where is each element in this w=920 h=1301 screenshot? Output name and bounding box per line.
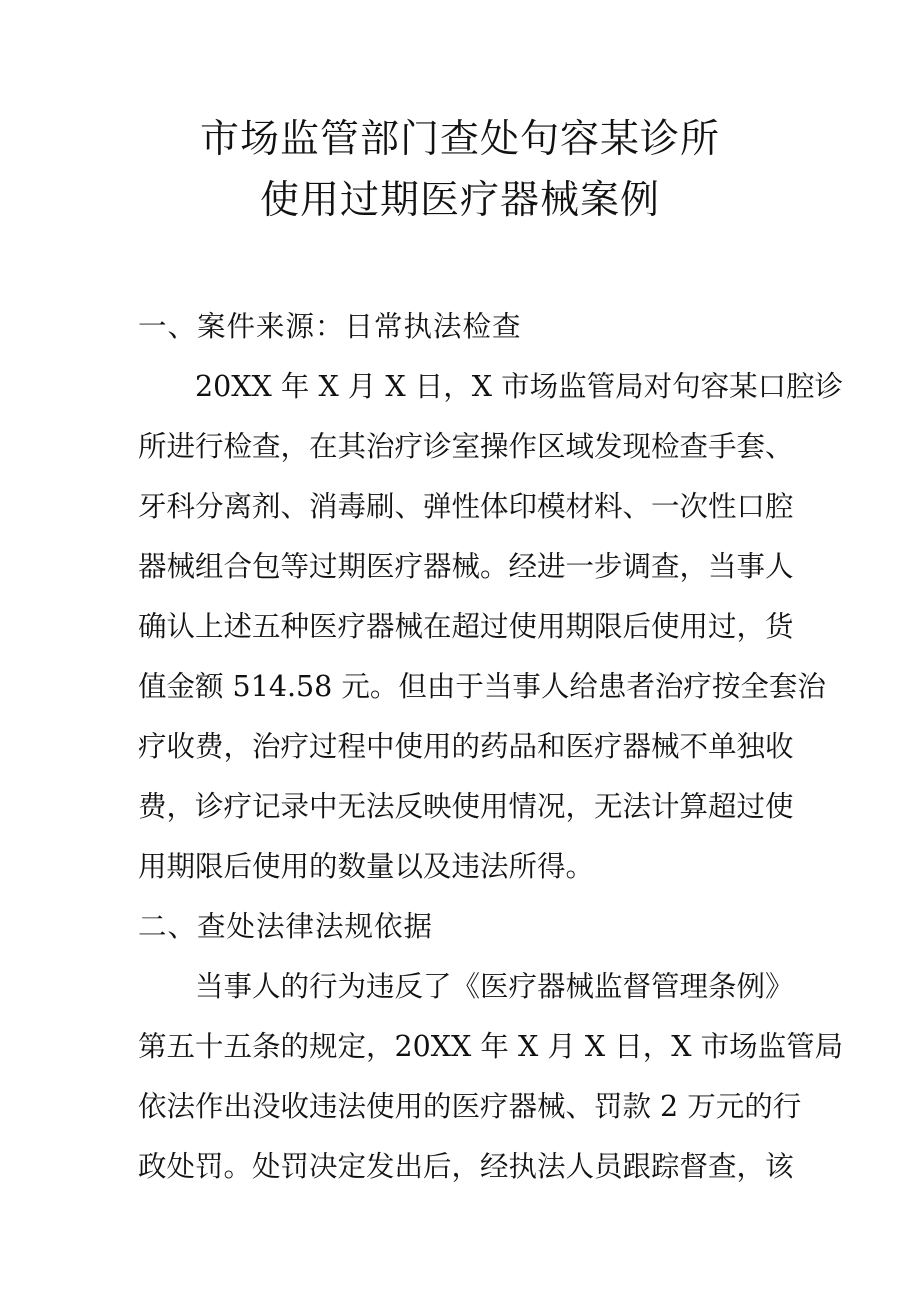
paragraph-line: 疗收费，治疗过程中使用的药品和医疗器械不单独收 [138, 730, 794, 763]
paragraph-line: 20XX 年 X 月 X 日，X 市场监管局对句容某口腔诊 [195, 370, 844, 403]
paragraph-line: 所进行检查，在其治疗诊室操作区域发现检查手套、 [138, 430, 794, 463]
document-body [138, 297, 844, 1197]
paragraph-line: 确认上述五种医疗器械在超过使用期限后使用过，货 [138, 610, 794, 643]
paragraph-line: 费，诊疗记录中无法反映使用情况，无法计算超过使 [138, 790, 794, 823]
paragraph-line: 当事人的行为违反了《医疗器械监督管理条例》 [195, 970, 794, 1003]
paragraph-line: 牙科分离剂、消毒刷、弹性体印模材料、一次性口腔 [138, 490, 794, 523]
document-title-line-2: 使用过期医疗器械案例 [259, 178, 660, 223]
paragraph-line: 政处罚。处罚决定发出后，经执法人员跟踪督查，该 [138, 1150, 794, 1183]
paragraph-line: 器械组合包等过期医疗器械。经进一步调查，当事人 [138, 550, 794, 583]
paragraph-line: 第五十五条的规定，20XX 年 X 月 X 日，X 市场监管局 [138, 1030, 844, 1063]
document-title-line-1: 市场监管部门查处句容某诊所 [199, 117, 720, 162]
section-1-heading: 一、案件来源：日常执法检查 [138, 310, 522, 343]
paragraph-line: 用期限后使用的数量以及违法所得。 [138, 850, 595, 883]
paragraph-line: 依法作出没收违法使用的医疗器械、罚款 2 万元的行 [138, 1090, 802, 1123]
paragraph-line: 值金额 514.58 元。但由于当事人给患者治疗按全套治 [138, 670, 826, 703]
section-2-heading: 二、查处法律法规依据 [138, 910, 434, 943]
